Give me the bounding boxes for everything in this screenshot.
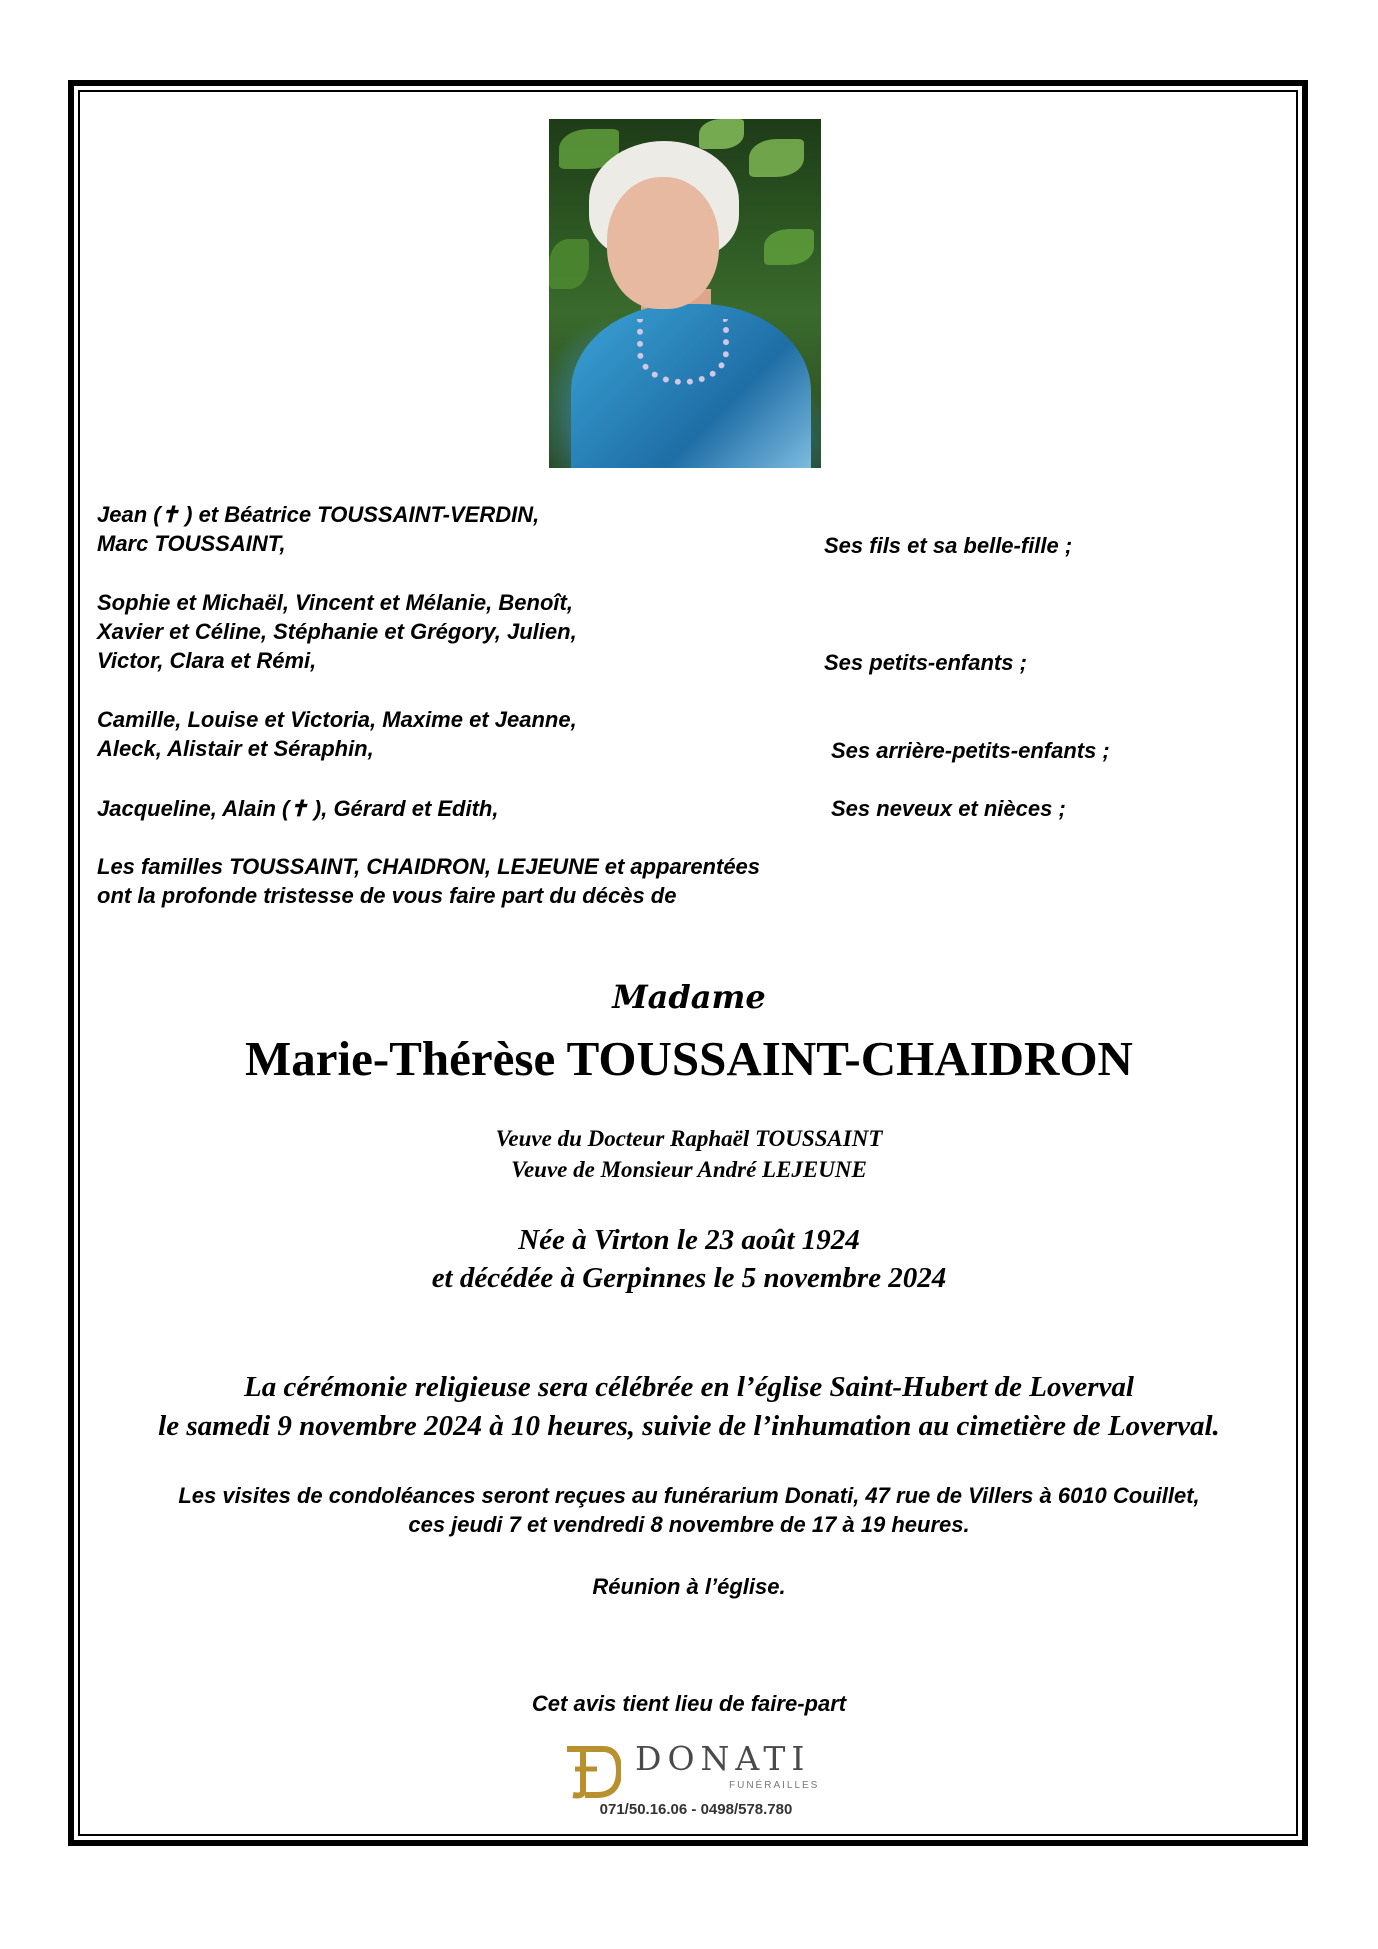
family-names-1b: Marc TOUSSAINT, [97, 531, 286, 556]
family-relation-3: Ses arrière-petits-enfants ; [831, 738, 1110, 763]
family-names-4a: Jacqueline, Alain (✝ ), Gérard et Edith, [97, 796, 499, 821]
family-names-3b: Aleck, Alistair et Séraphin, [97, 736, 374, 761]
ceremony-line-2: le samedi 9 novembre 2024 à 10 heures, suivie de l’inhumation au cimetière de Loverval. [158, 1410, 1220, 1442]
family-relation-1: Ses fils et sa belle-fille ; [824, 533, 1073, 558]
donati-logo [553, 1735, 828, 1830]
family-names-2b: Xavier et Céline, Stéphanie et Grégory, Julien, [97, 619, 577, 644]
family-names-3a: Camille, Louise et Victoria, Maxime et Jeanne, [97, 707, 577, 732]
honorific: Madame [612, 978, 766, 1016]
visits-line-2: ces jeudi 7 et vendredi 8 novembre de 17 à 19 heures. [408, 1512, 970, 1537]
family-names-1a: Jean (✝ ) et Béatrice TOUSSAINT-VERDIN, [97, 502, 540, 527]
logo-name: DONATI [635, 1739, 811, 1778]
logo-subtitle: FUNÉRAILLES [729, 1780, 820, 1791]
family-relation-4: Ses neveux et nièces ; [831, 796, 1066, 821]
portrait-photo [549, 119, 821, 468]
birth-line: Née à Virton le 23 août 1924 [518, 1224, 860, 1256]
logo-phones: 071/50.16.06 - 0498/578.780 [599, 1801, 793, 1818]
announcement-line-1: Les familles TOUSSAINT, CHAIDRON, LEJEUNE et apparentées [97, 854, 761, 879]
deceased-name: Marie-Thérèse TOUSSAINT-CHAIDRON [245, 1031, 1133, 1086]
ceremony-line-1: La cérémonie religieuse sera célébrée en l’église Saint-Hubert de Loverval [244, 1371, 1134, 1403]
notice-line: Cet avis tient lieu de faire-part [531, 1691, 847, 1716]
announcement-line-2: ont la profonde tristesse de vous faire part du décès de [97, 883, 677, 908]
family-names-2c: Victor, Clara et Rémi, [97, 648, 317, 673]
widow-line-2: Veuve de Monsieur André LEJEUNE [511, 1157, 867, 1182]
family-relation-2: Ses petits-enfants ; [824, 650, 1027, 675]
death-line: et décédée à Gerpinnes le 5 novembre 2024 [431, 1262, 947, 1294]
widow-line-1: Veuve du Docteur Raphaël TOUSSAINT [495, 1126, 883, 1151]
donati-monogram-icon [563, 1741, 621, 1799]
family-names-2a: Sophie et Michaël, Vincent et Mélanie, Benoît, [97, 590, 573, 615]
visits-line-1: Les visites de condoléances seront reçues au funérarium Donati, 47 rue de Villers à 6010 Couillet, [178, 1483, 1200, 1508]
reunion-line: Réunion à l’église. [592, 1574, 786, 1599]
